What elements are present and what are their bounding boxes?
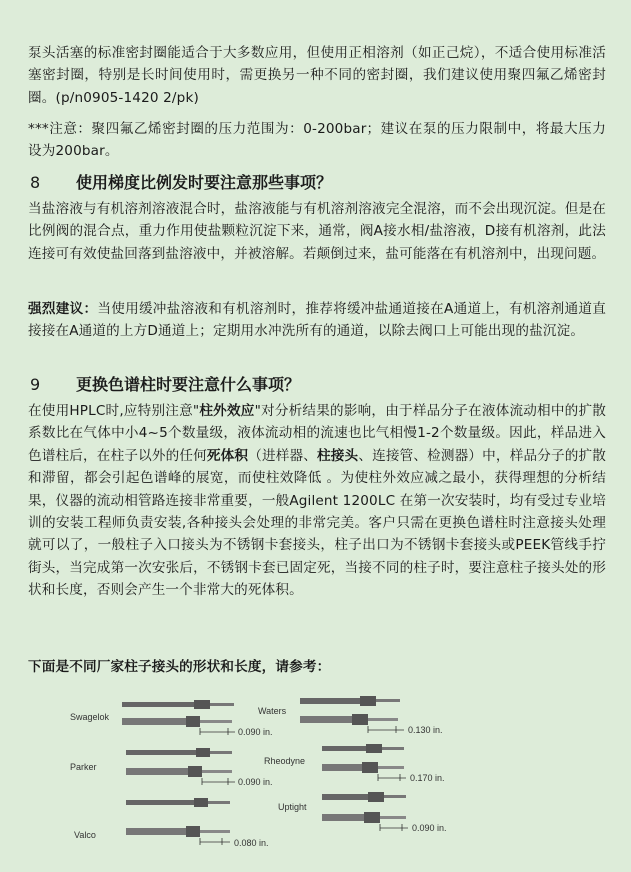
fitting-name: Uptight [278,802,307,812]
text-run: （进样器、 [248,447,318,464]
fitting-valco [74,798,269,848]
fitting-dimension: 0.080 in. [234,838,269,848]
fitting-name: Rheodyne [264,756,306,766]
paragraph-salt-mixing: 当盐溶液与有机溶剂溶液混合时，盐溶液能与有机溶剂溶液完全混溶，而不会出现沉淀。但是在比例阀的混合点，重力作用使盐颗粒沉淀下来，通常，阀A接水相/盐溶液，D接有机溶剂，此法连接可有效使盐回落到盐溶液中，并被溶解。若颠倒过来，盐可能落在有机溶剂中，出现问题。 [28,201,606,262]
fitting-dimension: 0.170 in. [410,773,445,783]
section-number: 8 [30,173,41,192]
fitting-dimension: 0.090 in. [238,727,273,737]
heading-section-9 [30,374,300,396]
bold-term-dead-volume: 死体积 [206,447,249,464]
fitting-waters [258,696,443,735]
section-number: 9 [30,375,41,394]
paragraph-figure-intro: 下面是不同厂家柱子接头的形状和长度，请参考： [28,659,331,675]
fitting-name: Swagelok [70,712,110,722]
bold-term-extra-column-effect: 柱外效应 [199,403,255,419]
fitting-name: Valco [74,830,96,840]
paragraph-pump-seal: 泵头活塞的标准密封圈能适合于大多数应用，但使用正相溶剂（如正己烷），不适合使用标准活塞密封圈，特别是长时间使用时，需更换另一种不同的密封圈，我们建议使用聚四氟乙烯密封圈。(p/n0905-1420 2/pk) [28,45,606,106]
heading-section-8 [30,172,332,194]
fitting-dimension: 0.130 in. [408,725,443,735]
fitting-name: Parker [70,762,97,772]
fitting-dimension: 0.090 in. [238,777,273,787]
strong-advice-label: 强烈建议： [28,301,98,317]
section-title: 更换色谱柱时要注意什么事项？ [76,375,301,394]
fitting-dimension: 0.090 in. [412,823,447,833]
section-title: 使用梯度比例发时要注意那些事项？ [76,173,333,192]
text-run: "对分析结果的影响，由于样品分子在液体流动相中的扩散系数比在气体中小4~5个数量级，液体流动相的流速也比气相慢1-2个数量级。因此，样品进入色谱柱后，在柱子以外的任何 [28,403,606,464]
paragraph-extra-column-effect [28,400,606,602]
fitting-swagelok [70,700,273,737]
strong-advice-text: 当使用缓冲盐溶液和有机溶剂时，推荐将缓冲盐通道接在A通道上，有机溶剂通道直接接在A通道的上方D通道上；定期用水冲洗所有的通道，以除去阀口上可能出现的盐沉淀。 [28,301,606,340]
paragraph-strong-advice [28,298,606,343]
fitting-parker [70,748,273,787]
text-run: 、连接管、检测器）中，样品分子的扩散和滞留，都会引起色谱峰的展宽，而使柱效降低 。为使柱外效应减之最小，获得理想的分析结果，仪器的流动相管路连接非常重要，一般Agilent 1200LC 在第一次安装时，均有受过专业培训的安装工程师负责安装,各种接头会处理的非常完美。客户只需在更换色谱柱时注意接头处理就可以了，一般柱子入口接头为不锈钢卡套接头，柱子出口为不锈钢卡套接头或PEEK管线手拧街头，当完成第一次安张后，不锈钢卡套已固定死，当接不同的柱子时，要注意柱子接头处的形状和长度，否则会产生一个非常大的死体积。 [28,447,607,599]
bold-term-column-fitting: 柱接头 [317,447,359,464]
text-run: 在使用HPLC时,应特别注意" [28,403,200,419]
fitting-rheodyne [264,744,445,783]
fittings-figure [60,688,530,866]
paragraph-note-pressure: ***注意：聚四氟乙烯密封圈的压力范围为：0-200bar；建议在泵的压力限制中，将最大压力设为200bar。 [28,121,606,160]
fitting-uptight [278,792,447,833]
fitting-name: Waters [258,706,287,716]
